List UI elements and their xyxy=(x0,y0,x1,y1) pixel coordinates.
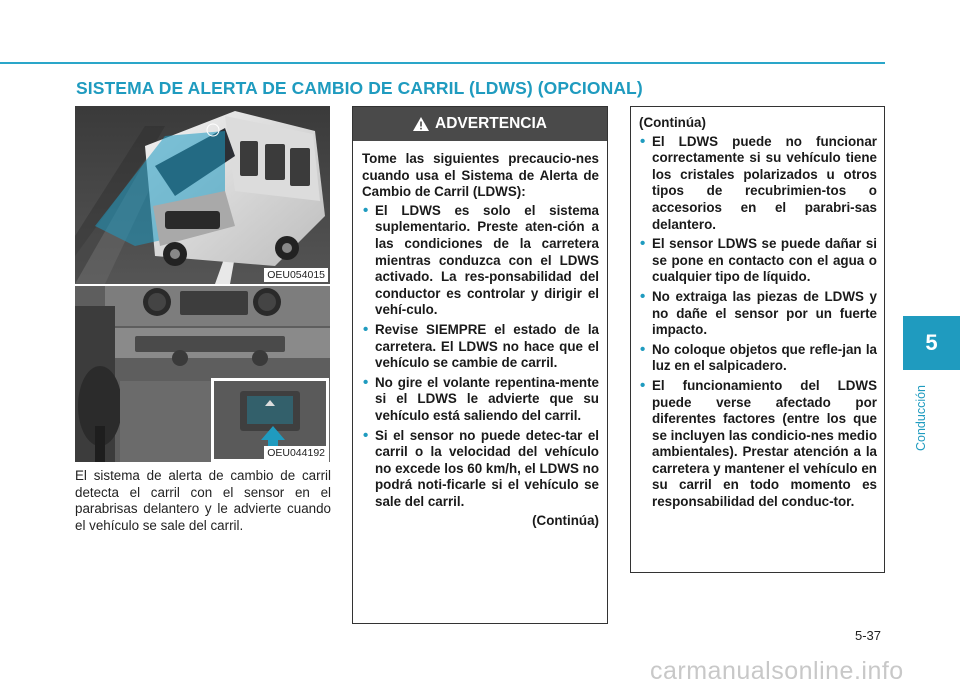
intro-paragraph: El sistema de alerta de cambio de carril detecta el carril con el sensor en el parabrisas delantero y le advierte cuando el vehículo se sale del carril. xyxy=(75,468,331,533)
warning-header xyxy=(353,107,607,141)
figure-ldws-switch xyxy=(75,286,330,462)
watermark: carmanualsonline.info xyxy=(650,657,904,685)
chapter-label xyxy=(895,378,947,458)
list-item: • No coloque objetos que refle-jan la luz en el salpicadero. xyxy=(639,342,877,375)
page-number: 5-37 xyxy=(855,628,882,643)
figure-code: OEU044192 xyxy=(264,446,328,460)
header-rule xyxy=(0,62,885,64)
dashboard-illustration xyxy=(75,286,330,462)
warning-body xyxy=(353,141,607,536)
continues-note: (Continúa) xyxy=(532,513,599,529)
list-item: • El sensor LDWS se puede dañar si se pone en contacto con el agua o cualquier tipo de líquido. xyxy=(639,236,877,286)
list-item: • Revise SIEMPRE el estado de la carretera. El LDWS no hace que el vehículo se cambie de carril. xyxy=(362,322,599,372)
list-item: • No gire el volante repentina-mente si el LDWS le advierte que su vehículo está saliendo del carril. xyxy=(362,375,599,425)
list-item: • El LDWS puede no funcionar correctamente si su vehículo tiene los cristales polarizados u otros tipos de recubrimien-tos o accesorios en el parabri-sas delantero. xyxy=(639,134,877,234)
page-title: SISTEMA DE ALERTA DE CAMBIO DE CARRIL (LDWS) (OPCIONAL) xyxy=(76,78,643,98)
van-illustration xyxy=(75,106,330,284)
list-item: • Si el sensor no puede detec-tar el carril o la velocidad del vehículo no excede los 60 km/h, el LDWS no podrá noti-ficarle si el vehículo se sale del carril. xyxy=(362,428,599,511)
warning-list xyxy=(362,203,599,511)
warning-box xyxy=(352,106,608,624)
list-item: • No extraiga las piezas de LDWS y no dañe el sensor por un fuerte impacto. xyxy=(639,289,877,339)
figure-van-sensor xyxy=(75,106,330,284)
continued-box xyxy=(630,106,885,573)
warning-title: ADVERTENCIA xyxy=(435,115,547,132)
chapter-tab: 5 xyxy=(903,316,960,370)
figure-code: OEU054015 xyxy=(264,268,328,282)
warning-triangle-icon xyxy=(413,117,429,131)
list-item: • El funcionamiento del LDWS puede verse afectado por diferentes factores (entre los que se incluyen las condicio-nes medio ambientales). Prestar atención a la carretera y mantener el vehículo en su carril en todo momento es responsabilidad del conduc-tor. xyxy=(639,378,877,511)
continued-list xyxy=(639,134,877,511)
warning-intro: Tome las siguientes precaucio-nes cuando usa el Sistema de Alerta de Cambio de Carril (LDWS): xyxy=(362,151,599,200)
continued-header: (Continúa) xyxy=(639,115,706,130)
chapter-label-text: Conducción xyxy=(914,384,929,452)
list-item: • El LDWS es solo el sistema suplementario. Preste aten-ción a las condiciones de la carretera mientras conduzca con el LDWS activado. La res-ponsabilidad del conductor es controlar y dirigir el vehí-culo. xyxy=(362,203,599,319)
continued-body xyxy=(631,107,884,520)
